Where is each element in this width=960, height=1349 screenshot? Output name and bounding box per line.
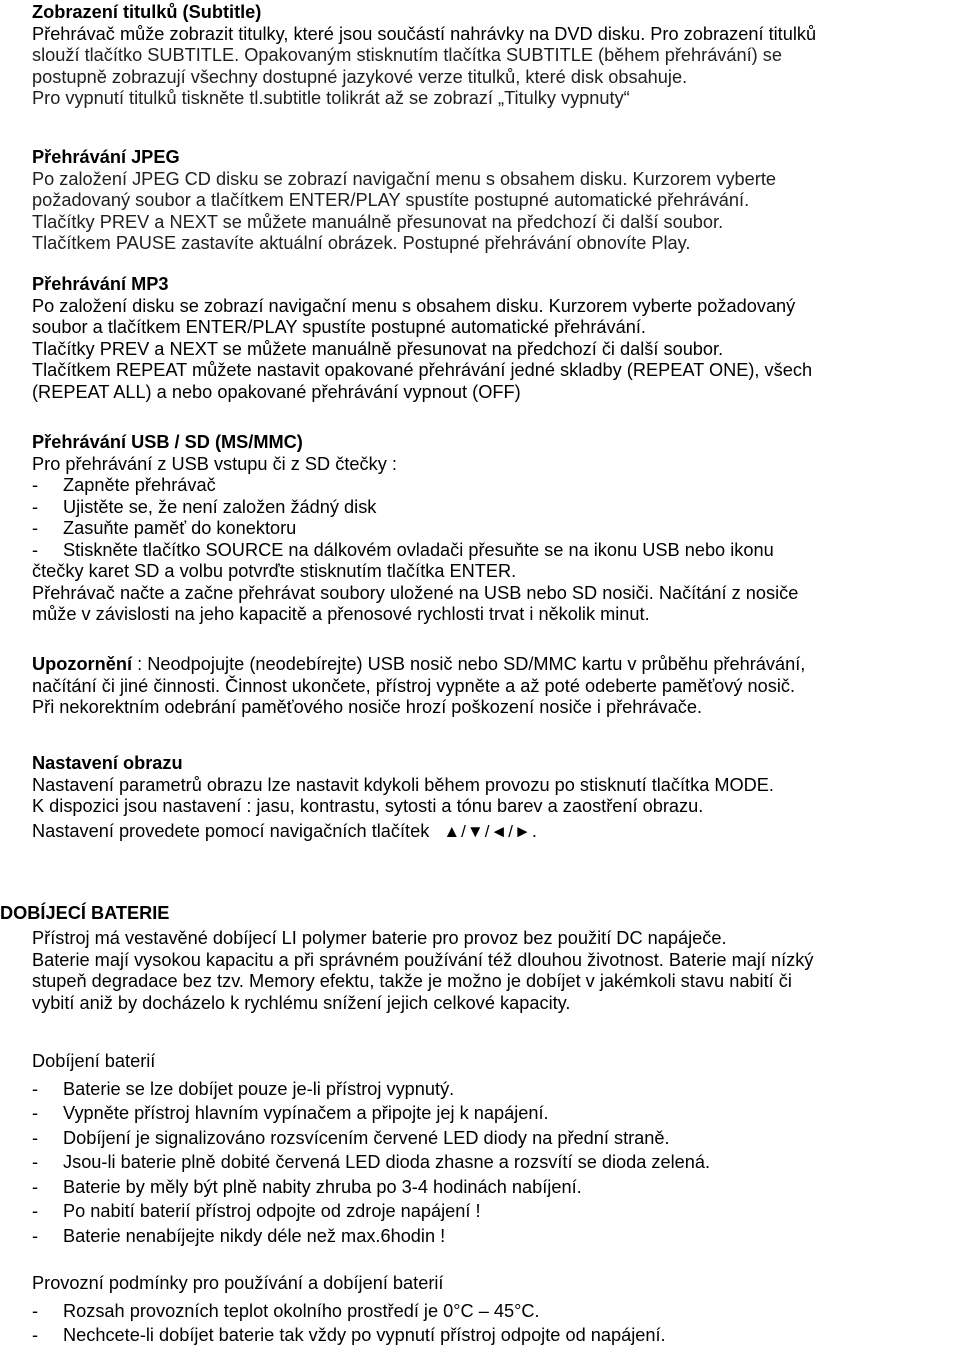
section-heading: Přehrávání JPEG bbox=[32, 147, 180, 167]
section-charging bbox=[32, 1051, 958, 1248]
list-item bbox=[32, 1126, 958, 1151]
list-item-text: Rozsah provozních teplot okolního prostředí je 0°C – 45°C. bbox=[63, 1300, 540, 1321]
list-item-text: Stiskněte tlačítko SOURCE na dálkovém ovladači přesuňte se na ikonu USB nebo ikonu bbox=[63, 539, 774, 560]
list-dash: - bbox=[32, 1201, 39, 1221]
paragraph-line: Po založení JPEG CD disku se zobrazí navigační menu s obsahem disku. Kurzorem vyberte bbox=[32, 168, 777, 189]
list-item-text: Baterie se lze dobíjet pouze je-li přístroj vypnutý. bbox=[63, 1078, 455, 1099]
list-item-text: Nechcete-li dobíjet baterie tak vždy po vypnutí přístroj odpojte od napájení. bbox=[63, 1325, 666, 1345]
list-item bbox=[32, 1150, 958, 1175]
nav-end: . bbox=[531, 820, 537, 841]
list-item-text: Jsou-li baterie plně dobité červená LED dioda zhasne a rozsvítí se dioda zelená. bbox=[63, 1152, 711, 1172]
list-dash: - bbox=[32, 1325, 39, 1345]
list-item bbox=[32, 518, 958, 540]
navigation-arrows-icon: ▲/▼/◄/► bbox=[443, 821, 532, 841]
paragraph-line: Po založení disku se zobrazí navigační menu s obsahem disku. Kurzorem vyberte požadovaný bbox=[32, 295, 796, 316]
paragraph-line: Při nekorektním odebrání paměťového nosiče hrozí poškození nosiče i přehrávače. bbox=[32, 697, 703, 717]
section-heading: Přehrávání USB / SD (MS/MMC) bbox=[32, 432, 303, 452]
list-item bbox=[32, 1224, 958, 1249]
paragraph-line bbox=[32, 821, 958, 843]
list-dash: - bbox=[32, 539, 39, 560]
list-item bbox=[32, 540, 958, 562]
list-item bbox=[32, 497, 958, 519]
section-heading: Nastavení obrazu bbox=[32, 753, 183, 773]
paragraph-line: postupně zobrazují všechny dostupné jazykové verze titulků, které disk obsahuje. bbox=[32, 66, 688, 87]
paragraph-line: čtečky karet SD a volbu potvrďte stisknutím tlačítka ENTER. bbox=[32, 561, 517, 581]
list-item-text: Zasuňte paměť do konektoru bbox=[63, 518, 297, 538]
section-heading: Přehrávání MP3 bbox=[32, 274, 169, 294]
list-dash: - bbox=[32, 1176, 39, 1197]
section-heading: Zobrazení titulků (Subtitle) bbox=[32, 2, 262, 22]
section-jpeg bbox=[32, 147, 958, 255]
section-image-settings bbox=[32, 753, 958, 842]
paragraph-line: Pro přehrávání z USB vstupu či z SD čtečky : bbox=[32, 453, 397, 474]
list-item bbox=[32, 1077, 958, 1102]
paragraph-line: Přehrávač načte a začne přehrávat soubory uložené na USB nebo SD nosiči. Načítání z nosiče bbox=[32, 582, 799, 603]
paragraph-line: požadovaný soubor a tlačítkem ENTER/PLAY spustíte postupné automatické přehrávání. bbox=[32, 190, 750, 210]
warning-text: : Neodpojujte (neodebírejte) USB nosič nebo SD/MMC kartu v průběhu přehrávání, bbox=[132, 654, 806, 674]
paragraph-line: Nastavení parametrů obrazu lze nastavit kdykoli během provozu po stisknutí tlačítka MODE. bbox=[32, 774, 774, 795]
list-dash: - bbox=[32, 1225, 39, 1246]
paragraph-line: K dispozici jsou nastavení : jasu, kontrastu, sytosti a tónu barev a zaostření obrazu. bbox=[32, 796, 704, 816]
section-mp3 bbox=[32, 274, 958, 403]
warning-line bbox=[32, 654, 958, 676]
section-usb-sd bbox=[32, 432, 958, 626]
subsection-heading: Provozní podmínky pro používání a dobíjení baterií bbox=[32, 1273, 444, 1293]
paragraph-line: Tlačítky PREV a NEXT se můžete manuálně přesunovat na předchozí či další soubor. bbox=[32, 211, 724, 232]
section-warning bbox=[32, 654, 958, 719]
list-item-text: Dobíjení je signalizováno rozsvícením červené LED diody na přední straně. bbox=[63, 1127, 670, 1148]
list-item-text: Baterie by měly být plně nabity zhruba po 3-4 hodinách nabíjení. bbox=[63, 1176, 582, 1197]
list-item-text: Ujistěte se, že není založen žádný disk bbox=[63, 496, 377, 517]
paragraph-line: Přehrávač může zobrazit titulky, které jsou součástí nahrávky na DVD disku. Pro zobrazení titulků bbox=[32, 23, 817, 44]
list-dash: - bbox=[32, 1300, 39, 1321]
section-subtitle bbox=[32, 2, 958, 110]
list-item-text: Vypněte přístroj hlavním vypínačem a připojte jej k napájení. bbox=[63, 1103, 549, 1123]
list-item-text: Baterie nenabíjejte nikdy déle než max.6hodin ! bbox=[63, 1225, 446, 1246]
paragraph-line: načítání či jiné činnosti. Činnost ukončete, přístroj vypněte a až poté odeberte paměťový nosič. bbox=[32, 675, 796, 696]
paragraph-line: Tlačítky PREV a NEXT se můžete manuálně přesunovat na předchozí či další soubor. bbox=[32, 338, 724, 359]
paragraph-line: (REPEAT ALL) a nebo opakované přehrávání vypnout (OFF) bbox=[32, 381, 521, 402]
list-item bbox=[32, 1101, 958, 1126]
paragraph-line: stupeň degradace bez tzv. Memory efektu, takže je možno je dobíjet v jakémkoli stavu nabití či bbox=[32, 971, 792, 991]
list-item bbox=[32, 1199, 958, 1224]
section-conditions bbox=[32, 1273, 958, 1348]
list-item bbox=[32, 1299, 958, 1324]
list-dash: - bbox=[32, 496, 39, 517]
list-item bbox=[32, 475, 958, 497]
list-dash: - bbox=[32, 1127, 39, 1148]
paragraph-line: Baterie mají vysokou kapacitu a při správném používání též dlouhou životnost. Baterie mají nízký bbox=[32, 949, 814, 970]
list-item-text: Zapněte přehrávač bbox=[63, 475, 216, 495]
warning-label: Upozornění bbox=[32, 654, 133, 674]
list-dash: - bbox=[32, 1103, 39, 1123]
paragraph-line: soubor a tlačítkem ENTER/PLAY spustíte postupné automatické přehrávání. bbox=[32, 317, 646, 337]
list-dash: - bbox=[32, 1078, 39, 1099]
paragraph-line: vybití aniž by docházelo k rychlému snížení jejich celkové kapacity. bbox=[32, 992, 571, 1013]
paragraph-line: slouží tlačítko SUBTITLE. Opakovaným stisknutím tlačítka SUBTITLE (během přehrávání) se bbox=[32, 45, 783, 65]
list-dash: - bbox=[32, 518, 39, 538]
list-item bbox=[32, 1175, 958, 1200]
battery-heading: DOBÍJECÍ BATERIE bbox=[0, 903, 170, 923]
subsection-heading: Dobíjení baterií bbox=[32, 1051, 156, 1071]
list-item-text: Po nabití baterií přístroj odpojte od zdroje napájení ! bbox=[63, 1201, 481, 1221]
paragraph-line: Přístroj má vestavěné dobíjecí LI polymer baterie pro provoz bez použití DC napáječe. bbox=[32, 928, 727, 948]
list-dash: - bbox=[32, 475, 39, 495]
nav-text: Nastavení provedete pomocí navigačních tlačítek bbox=[32, 820, 430, 841]
list-dash: - bbox=[32, 1152, 39, 1172]
paragraph-line: může v závislosti na jeho kapacitě a přenosové rychlosti trvat i několik minut. bbox=[32, 604, 650, 624]
section-battery bbox=[32, 928, 958, 1014]
paragraph-line: Tlačítkem REPEAT můžete nastavit opakované přehrávání jedné skladby (REPEAT ONE), všech bbox=[32, 360, 813, 380]
list-item bbox=[32, 1323, 958, 1348]
paragraph-line: Pro vypnutí titulků tiskněte tl.subtitle tolikrát až se zobrazí „Titulky vypnuty“ bbox=[32, 88, 630, 108]
paragraph-line: Tlačítkem PAUSE zastavíte aktuální obrázek. Postupné přehrávání obnovíte Play. bbox=[32, 233, 691, 253]
